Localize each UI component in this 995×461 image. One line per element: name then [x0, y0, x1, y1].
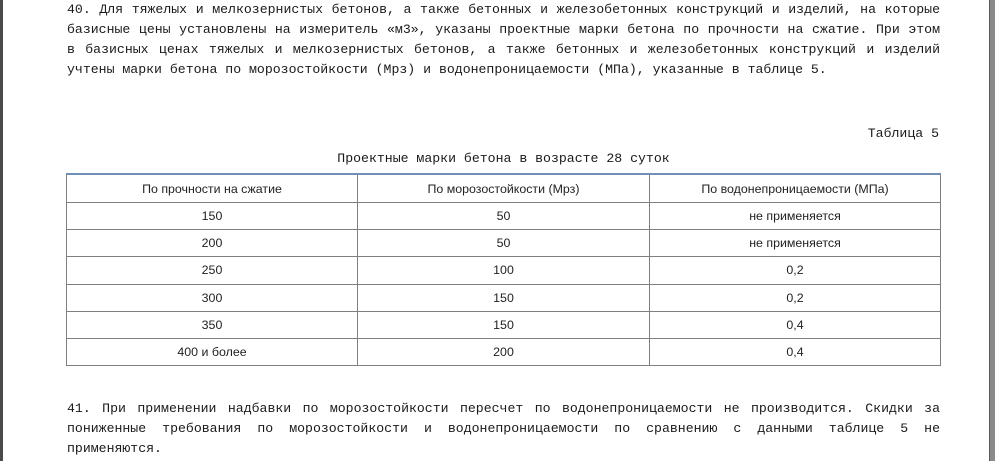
column-header-strength: По прочности на сжатие	[67, 174, 358, 203]
document-left-border	[0, 0, 3, 461]
table-cell: 350	[67, 311, 358, 338]
table-cell: 50	[358, 230, 650, 257]
table-row	[67, 203, 941, 230]
table-cell: 200	[67, 230, 358, 257]
table-cell: 150	[358, 284, 650, 311]
table-cell: не применяется	[650, 203, 941, 230]
table-cell: 150	[67, 203, 358, 230]
table-cell: 150	[358, 311, 650, 338]
column-header-water: По водонепроницаемости (МПа)	[650, 174, 941, 203]
concrete-grades-table	[66, 173, 941, 366]
table-cell: 0,2	[650, 284, 941, 311]
table-row	[67, 230, 941, 257]
table-cell: 400 и более	[67, 338, 358, 365]
table-cell: 200	[358, 338, 650, 365]
table-title: Проектные марки бетона в возрасте 28 суток	[337, 151, 670, 166]
table-row	[67, 284, 941, 311]
vertical-scrollbar[interactable]	[989, 0, 995, 461]
column-header-frost: По морозостойкости (Мрз)	[358, 174, 650, 203]
table-cell: 0,4	[650, 338, 941, 365]
table-row	[67, 311, 941, 338]
table-label: Таблица 5	[867, 126, 939, 141]
table-row	[67, 257, 941, 284]
table-cell: 300	[67, 284, 358, 311]
table-cell: 100	[358, 257, 650, 284]
table-header-row	[67, 174, 941, 203]
table-cell: 50	[358, 203, 650, 230]
paragraph-40: 40. Для тяжелых и мелкозернистых бетонов, а также бетонных и железобетонных конструкций и изделий, на которые базисные цены установлены на измеритель «м3», указаны проектные марки бетона по прочности на сжатие. При этом в базисных ценах тяжелых и мелкозернистых бетонов, а также бетонных и железобетонных конструкций и изделий учтены марки бетона по морозостойкости (Мрз) и водонепроницаемости (МПа), указанные в таблице 5.	[67, 2, 940, 77]
table-row	[67, 338, 941, 365]
table-cell: 0,2	[650, 257, 941, 284]
table-cell: 0,4	[650, 311, 941, 338]
table-cell: 250	[67, 257, 358, 284]
paragraph-41: 41. При применении надбавки по морозостойкости пересчет по водонепроницаемости не производится. Скидки за пониженные требования по морозостойкости и водонепроницаемости по сравнению с данными таблице 5 не применяются.	[67, 401, 940, 456]
table-cell: не применяется	[650, 230, 941, 257]
